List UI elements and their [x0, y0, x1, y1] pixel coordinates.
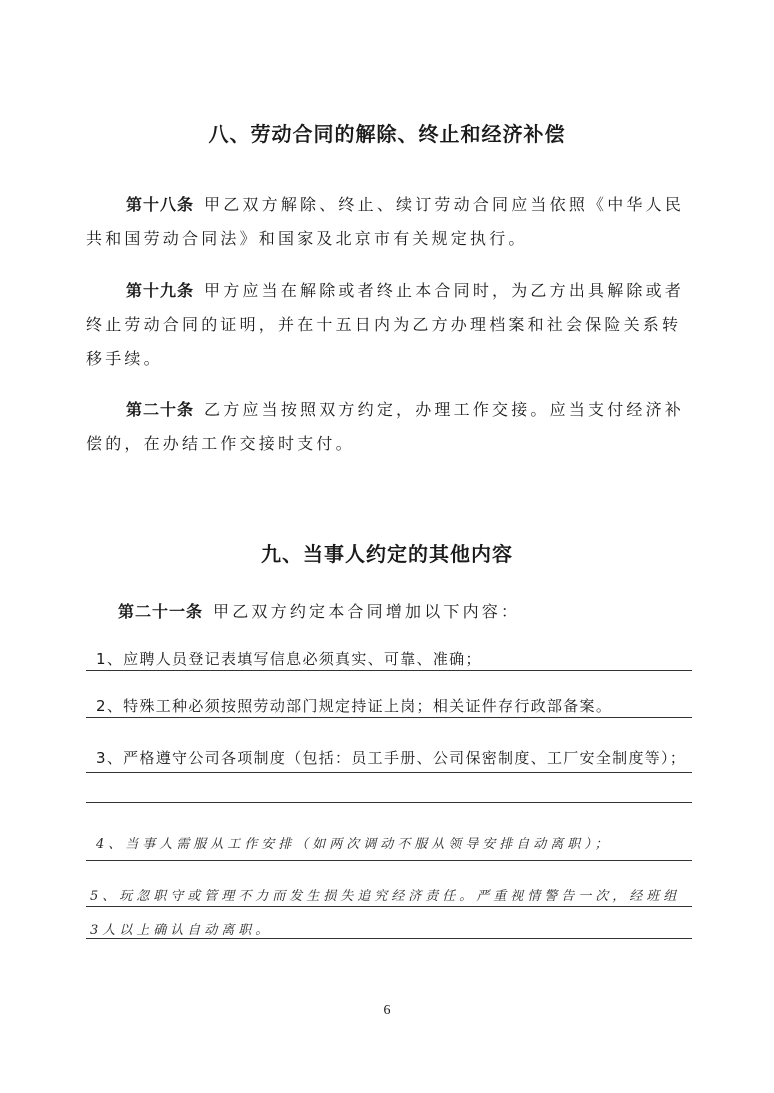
section-9-title: 九、当事人约定的其他内容: [261, 542, 513, 566]
underline-rule: [86, 938, 692, 939]
section-8-title: 八、劳动合同的解除、终止和经济补偿: [208, 122, 566, 146]
clause-item-3: 3、严格遵守公司各项制度（包括：员工手册、公司保密制度、工厂安全制度等）；: [96, 749, 687, 767]
underline-rule: [86, 772, 692, 773]
article-20-text: 乙方应当按照双方约定，办理工作交接。应当支付经济补偿的，在办结工作交接时支付。: [86, 400, 685, 453]
article-18: [86, 188, 692, 256]
article-21-number: 第二十一条: [118, 602, 204, 621]
page-number: 6: [383, 1003, 391, 1018]
article-21: [118, 595, 692, 629]
underline-rule: [86, 906, 692, 907]
article-19-text: 甲方应当在解除或者终止本合同时，为乙方出具解除或者终止劳动合同的证明，并在十五日内为乙方办理档案和社会保险关系转移手续。: [86, 281, 685, 368]
underline-rule: [86, 802, 692, 803]
article-21-text: 甲乙双方约定本合同增加以下内容：: [213, 602, 521, 621]
underline-rule: [86, 717, 692, 718]
article-20: [86, 393, 692, 461]
underline-rule: [86, 670, 692, 671]
clause-item-1: 1、应聘人员登记表填写信息必须真实、可靠、准确；: [96, 650, 482, 668]
article-20-number: 第二十条: [126, 400, 195, 419]
article-19-number: 第十九条: [126, 281, 195, 300]
clause-item-5-handwritten: 5、玩忽职守或管理不力而发生损失追究经济责任。严重视情警告一次，经班组3人以上确认自动离职。: [90, 889, 681, 938]
article-19: [86, 274, 692, 376]
article-18-number: 第十八条: [126, 195, 195, 214]
clause-item-4-handwritten: 4、当事人需服从工作安排（如两次调动不服从领导安排自动离职）；: [96, 837, 612, 852]
article-18-text: 甲乙双方解除、终止、续订劳动合同应当依照《中华人民共和国劳动合同法》和国家及北京市有关规定执行。: [86, 195, 685, 248]
underline-rule: [86, 860, 692, 861]
clause-item-2: 2、特殊工种必须按照劳动部门规定持证上岗；相关证件存行政部备案。: [96, 697, 613, 715]
